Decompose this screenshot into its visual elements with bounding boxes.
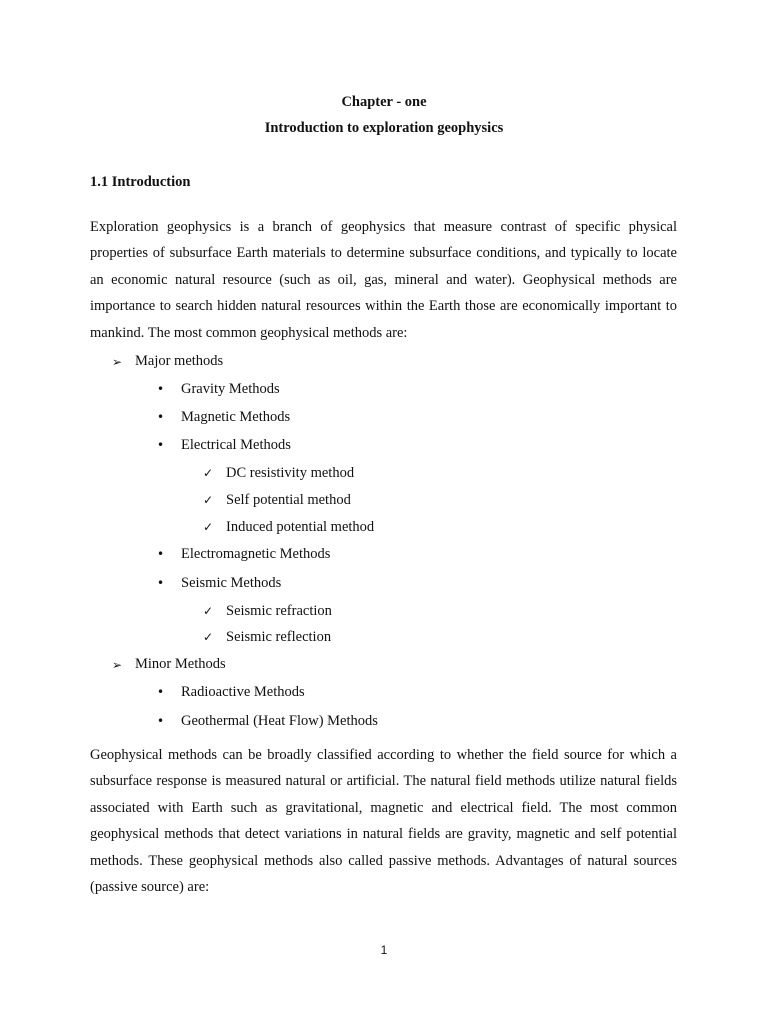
arrow-bullet-icon: ➢ [112, 658, 123, 672]
classification-paragraph: Geophysical methods can be broadly classified according to whether the field source for which a subsurface response is measured natural or artificial. The natural field methods utilize natural fields associated with Earth such as gravitational, magnetic and electrical field. The most common geophysical methods that detect variations in natural fields are gravity, magnetic and self potential methods. These geophysical methods also called passive methods. Advantages of natural sources (passive source) are: [90, 747, 677, 896]
list-item-label: Induced potential method [226, 519, 375, 535]
checkmark-icon: ✓ [203, 630, 214, 644]
checkmark-icon: ✓ [203, 493, 214, 507]
list-item-label: Seismic Methods [181, 575, 282, 591]
bullet-icon: • [157, 438, 165, 452]
list-item-label: Self potential method [226, 492, 351, 508]
bullet-icon: • [157, 547, 165, 561]
list-item-geothermal [157, 712, 378, 730]
checkmark-icon: ✓ [203, 466, 214, 480]
bullet-icon: • [157, 685, 165, 699]
list-item-label: Seismic reflection [226, 629, 332, 645]
list-item-label: Minor Methods [135, 656, 226, 672]
list-item-minor-methods [112, 655, 226, 673]
list-item-major-methods [112, 352, 223, 370]
intro-paragraph: Exploration geophysics is a branch of geophysics that measure contrast of specific physical properties of subsurface Earth materials to determine subsurface conditions, and typically to locate an economic natural resource (such as oil, gas, mineral and water). Geophysical methods are importance to search hidden natural resources within the Earth those are economically important to mankind. The most common geophysical methods are: [90, 219, 677, 341]
list-subitem-seismic-refraction [203, 602, 332, 620]
list-item-label: Electromagnetic Methods [181, 546, 331, 562]
checkmark-icon: ✓ [203, 604, 214, 618]
chapter-title: Chapter - one [341, 94, 427, 110]
list-item-label: Electrical Methods [181, 437, 291, 453]
checkmark-icon: ✓ [203, 520, 214, 534]
list-item-electromagnetic [157, 545, 330, 563]
list-item-label: Magnetic Methods [181, 409, 291, 425]
list-item-seismic [157, 574, 281, 592]
arrow-bullet-icon: ➢ [112, 355, 123, 369]
list-item-radioactive [157, 683, 305, 701]
bullet-icon: • [157, 714, 165, 728]
list-item-label: Geothermal (Heat Flow) Methods [181, 713, 378, 729]
list-item-gravity [157, 380, 280, 398]
bullet-icon: • [157, 410, 165, 424]
list-item-label: Gravity Methods [181, 381, 280, 397]
list-subitem-self-potential [203, 491, 351, 509]
list-item-magnetic [157, 408, 290, 426]
section-heading: 1.1 Introduction [90, 174, 191, 190]
bullet-icon: • [157, 576, 165, 590]
list-subitem-dc-resistivity [203, 464, 354, 482]
list-item-label: DC resistivity method [226, 465, 355, 481]
list-item-label: Radioactive Methods [181, 684, 305, 700]
chapter-subtitle: Introduction to exploration geophysics [264, 120, 504, 136]
list-item-electrical [157, 436, 291, 454]
list-subitem-seismic-reflection [203, 628, 331, 646]
list-item-label: Seismic refraction [226, 603, 332, 619]
list-subitem-induced-potential [203, 518, 374, 536]
bullet-icon: • [157, 382, 165, 396]
page-number: 1 [380, 943, 388, 957]
list-item-label: Major methods [135, 353, 224, 369]
